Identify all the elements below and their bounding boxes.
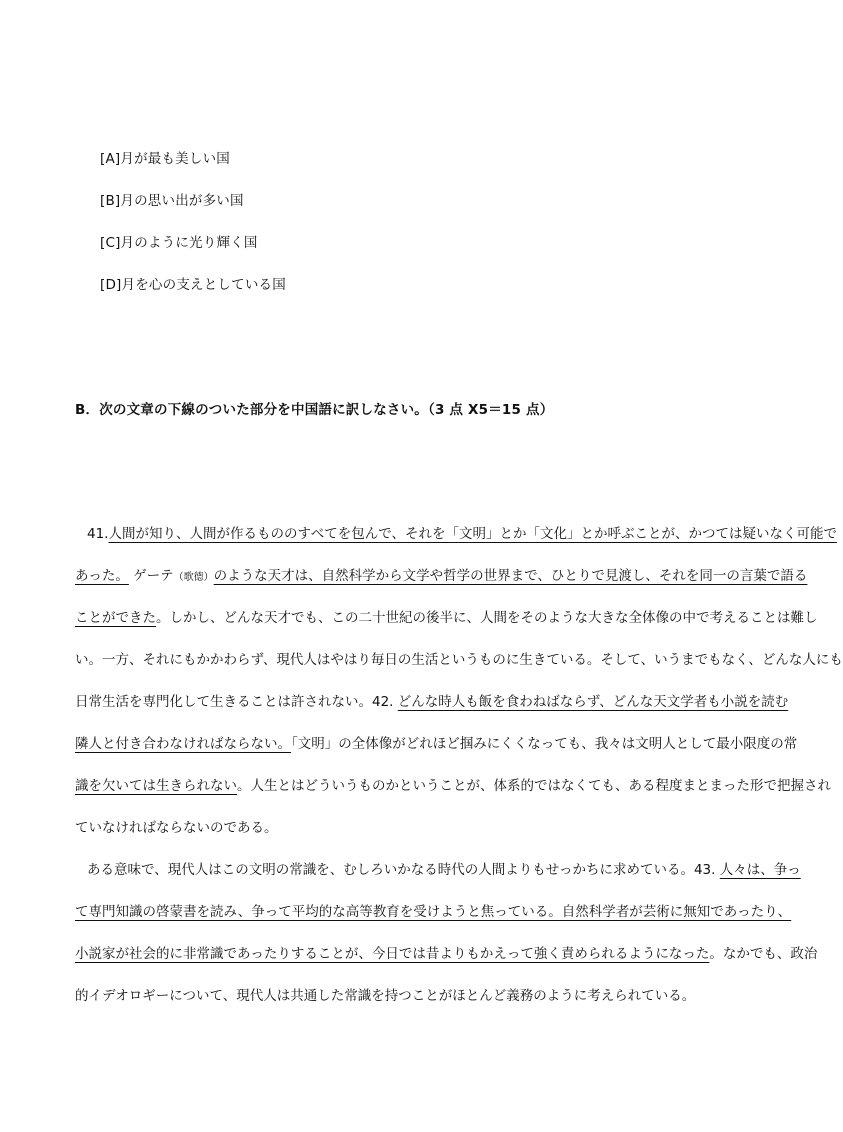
annotation-small: （歌德） — [173, 572, 214, 583]
para1-line-3 — [75, 597, 818, 639]
section-title: B．次の文章の下線のついた部分を中国語に訳しなさい。（3 点 X5＝15 点） — [75, 402, 554, 418]
para1-line-8 — [75, 807, 727, 849]
underlined-text: 人々は、争っ — [719, 862, 801, 878]
para2-line-2 — [75, 891, 792, 933]
option-b: [B]月の思い出が多い国 — [100, 193, 244, 209]
underlined-text: あった。 — [75, 568, 129, 584]
plain-text: 日常生活を専門化して生きることは許されない。42. — [75, 694, 394, 710]
question-number-41: 41. — [87, 526, 109, 542]
plain-text: 。人生とはどういうものかということが、体系的ではなくても、ある程度まとまった形で把握され — [237, 778, 831, 794]
option-d: [D]月を心の支えとしている国 — [100, 277, 286, 293]
plain-text: 的イデオロギーについて、現代人は共通した常識を持つことがほとんど義務のように考えられている。 — [75, 988, 696, 1004]
para1-line-1 — [75, 513, 837, 555]
para2-line-4 — [75, 975, 727, 1017]
plain-text: ゲーテ — [133, 568, 174, 584]
para1-line-7 — [75, 765, 831, 807]
underlined-text: どんな時人も飯を食わねばならず、どんな天文学者も小説を読む — [397, 694, 789, 710]
para2-line-3 — [75, 933, 818, 975]
para1-line-2 — [75, 555, 808, 597]
underlined-text: 隣人と付き合わなければならない。 — [75, 736, 291, 752]
plain-text: 。なかでも、政治 — [709, 946, 818, 962]
underlined-text: 識を欠いては生きられない — [75, 778, 237, 794]
underlined-text: のような天才は、自然科学から文学や哲学の世界まで、ひとりで見渡し、それを同一の言葉で語る — [213, 568, 808, 584]
plain-text: 「文明」の全体像がどれほど掴みにくくなっても、我々は文明人として最小限度の常 — [291, 736, 798, 752]
plain-text: ていなければならないのである。 — [75, 820, 278, 836]
paragraph-2 — [75, 849, 818, 1017]
option-c: [C]月のように光り輝く国 — [100, 235, 258, 251]
underlined-text: 小説家が社会的に非常識であったりすることが、今日では昔よりもかえって強く責められるようになった — [75, 946, 710, 962]
plain-text: 。しかし、どんな天才でも、この二十世紀の後半に、人間をそのような大きな全体像の中で考えることは難し — [156, 610, 818, 626]
plain-text: い。一方、それにもかかわらず、現代人はやはり毎日の生活というものに生きている。そして、いうまでもなく、どんな人にも — [75, 652, 843, 668]
underlined-text: 人間が知り、人間が作るもののすべてを包んで、それを「文明」とか「文化」とか呼ぶことが、かつては疑いなく可能で — [108, 526, 837, 542]
para1-line-6 — [75, 723, 798, 765]
para2-line-1 — [75, 849, 801, 891]
underlined-text: て専門知識の啓蒙書を読み、争って平均的な高等教育を受けようと焦っている。自然科学者が芸術に無知であったり、 — [75, 904, 792, 920]
option-a: [A]月が最も美しい国 — [100, 151, 230, 167]
paragraph-1 — [75, 513, 843, 849]
plain-text: ある意味で、現代人はこの文明の常識を、むしろいかなる時代の人間よりもせっかちに求めている。43. — [87, 862, 716, 878]
underlined-text: ことができた — [75, 610, 156, 626]
para1-line-5 — [75, 681, 789, 723]
para1-line-4 — [75, 639, 843, 681]
